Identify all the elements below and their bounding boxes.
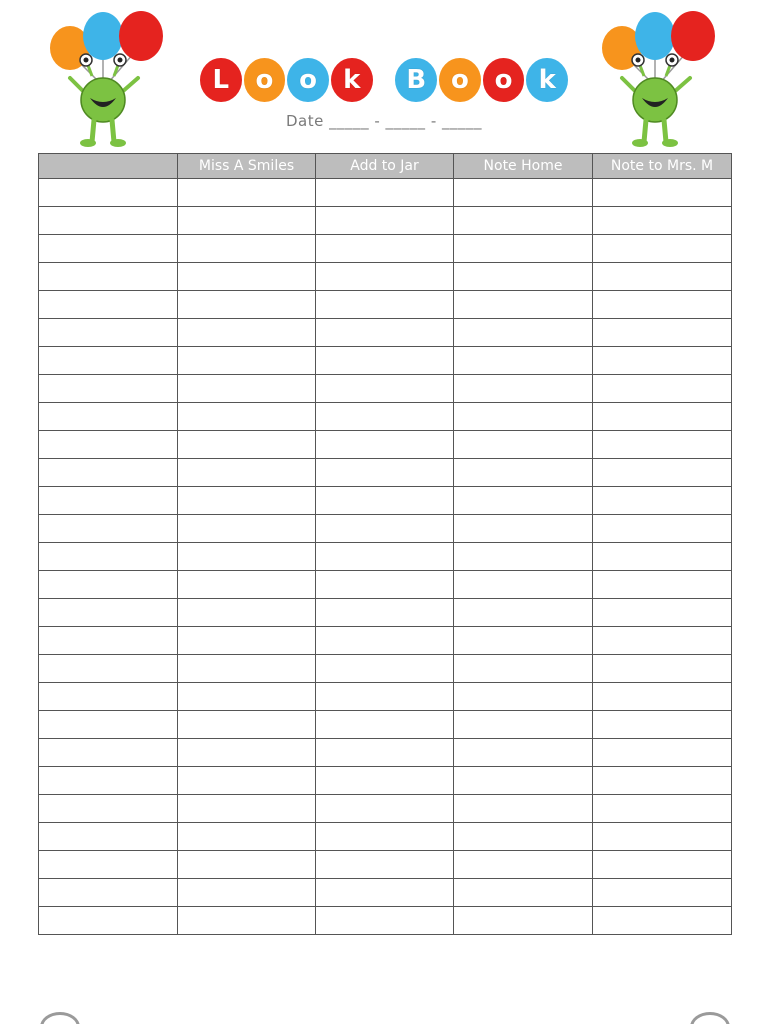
table-cell[interactable] — [178, 207, 316, 235]
table-cell[interactable] — [316, 683, 454, 711]
table-cell[interactable] — [39, 515, 178, 543]
title-letter: L — [200, 58, 242, 102]
table-cell[interactable] — [454, 459, 593, 487]
table-cell[interactable] — [39, 627, 178, 655]
table-cell[interactable] — [39, 599, 178, 627]
table-row — [39, 571, 732, 599]
table-row — [39, 879, 732, 907]
table-row — [39, 655, 732, 683]
table-cell[interactable] — [178, 459, 316, 487]
table-cell[interactable] — [39, 487, 178, 515]
look-book-table — [38, 153, 732, 935]
table-cell[interactable] — [178, 907, 316, 935]
table-cell[interactable] — [316, 823, 454, 851]
table-row — [39, 375, 732, 403]
table-cell[interactable] — [316, 543, 454, 571]
table-row — [39, 403, 732, 431]
table-cell[interactable] — [178, 431, 316, 459]
table-row — [39, 739, 732, 767]
table-cell[interactable] — [178, 319, 316, 347]
table-cell[interactable] — [316, 907, 454, 935]
table-cell[interactable] — [593, 795, 732, 823]
table-cell[interactable] — [454, 655, 593, 683]
column-header-note-home: Note Home — [454, 154, 593, 179]
table-cell[interactable] — [39, 879, 178, 907]
table-row — [39, 291, 732, 319]
table-cell[interactable] — [593, 375, 732, 403]
title-letter: o — [439, 58, 481, 102]
table-cell[interactable] — [316, 319, 454, 347]
table-cell[interactable] — [316, 571, 454, 599]
table-row — [39, 683, 732, 711]
table-cell[interactable] — [178, 683, 316, 711]
table-cell[interactable] — [39, 403, 178, 431]
table-cell[interactable] — [178, 571, 316, 599]
table-cell[interactable] — [593, 207, 732, 235]
table-cell[interactable] — [593, 683, 732, 711]
table-cell[interactable] — [316, 431, 454, 459]
table-cell[interactable] — [178, 823, 316, 851]
table-cell[interactable] — [454, 795, 593, 823]
table-cell[interactable] — [454, 319, 593, 347]
table-cell[interactable] — [593, 879, 732, 907]
table-cell[interactable] — [593, 347, 732, 375]
table-cell[interactable] — [316, 179, 454, 207]
title-letter: o — [483, 58, 525, 102]
table-cell[interactable] — [316, 487, 454, 515]
table-cell[interactable] — [178, 767, 316, 795]
table-cell[interactable] — [593, 599, 732, 627]
table-cell[interactable] — [454, 291, 593, 319]
table-cell[interactable] — [39, 207, 178, 235]
table-cell[interactable] — [593, 907, 732, 935]
table-cell[interactable] — [178, 655, 316, 683]
table-cell[interactable] — [454, 487, 593, 515]
binder-ring-icon — [690, 1012, 730, 1024]
table-cell[interactable] — [454, 179, 593, 207]
table-cell[interactable] — [593, 767, 732, 795]
table-row — [39, 907, 732, 935]
table-cell[interactable] — [454, 431, 593, 459]
date-line: Date _____ - _____ - _____ — [285, 112, 483, 130]
page-title — [200, 52, 568, 108]
table-cell[interactable] — [39, 683, 178, 711]
table-cell[interactable] — [593, 263, 732, 291]
table-cell[interactable] — [593, 403, 732, 431]
table-cell[interactable] — [593, 711, 732, 739]
table-cell[interactable] — [316, 767, 454, 795]
column-header-miss-a-smiles: Miss A Smiles — [178, 154, 316, 179]
table-cell[interactable] — [178, 879, 316, 907]
table-cell[interactable] — [454, 851, 593, 879]
table-cell[interactable] — [39, 739, 178, 767]
table-cell[interactable] — [316, 655, 454, 683]
table-cell[interactable] — [593, 431, 732, 459]
table-cell[interactable] — [178, 795, 316, 823]
table-row — [39, 823, 732, 851]
table-cell[interactable] — [593, 235, 732, 263]
table-cell[interactable] — [316, 263, 454, 291]
table-cell[interactable] — [454, 543, 593, 571]
table-cell[interactable] — [39, 459, 178, 487]
table-row — [39, 851, 732, 879]
table-cell[interactable] — [39, 851, 178, 879]
table-cell[interactable] — [454, 711, 593, 739]
table-row — [39, 599, 732, 627]
title-letter: B — [395, 58, 437, 102]
table-row — [39, 179, 732, 207]
table-cell[interactable] — [454, 235, 593, 263]
table-cell[interactable] — [39, 347, 178, 375]
table-cell[interactable] — [316, 515, 454, 543]
column-header-add-to-jar: Add to Jar — [316, 154, 454, 179]
table-cell[interactable] — [593, 459, 732, 487]
table-cell[interactable] — [39, 767, 178, 795]
table-row — [39, 543, 732, 571]
table-cell[interactable] — [39, 543, 178, 571]
table-cell[interactable] — [454, 375, 593, 403]
table-cell[interactable] — [454, 403, 593, 431]
table-cell[interactable] — [178, 375, 316, 403]
table-cell[interactable] — [454, 515, 593, 543]
table-row — [39, 711, 732, 739]
table-row — [39, 235, 732, 263]
table-cell[interactable] — [593, 319, 732, 347]
table-cell[interactable] — [593, 515, 732, 543]
table-cell[interactable] — [39, 375, 178, 403]
column-header-note-to-mrs-m: Note to Mrs. M — [593, 154, 732, 179]
table-cell[interactable] — [593, 179, 732, 207]
table-cell[interactable] — [178, 711, 316, 739]
table-cell[interactable] — [454, 207, 593, 235]
table-row — [39, 487, 732, 515]
title-letter: o — [287, 58, 329, 102]
table-cell[interactable] — [316, 711, 454, 739]
table-cell[interactable] — [316, 627, 454, 655]
table-row — [39, 431, 732, 459]
table-cell[interactable] — [39, 655, 178, 683]
table-cell[interactable] — [316, 459, 454, 487]
table-cell[interactable] — [178, 543, 316, 571]
table-row — [39, 515, 732, 543]
table-cell[interactable] — [178, 487, 316, 515]
table-cell[interactable] — [454, 599, 593, 627]
table-cell[interactable] — [316, 347, 454, 375]
table-cell[interactable] — [39, 431, 178, 459]
table-cell[interactable] — [454, 879, 593, 907]
table-cell[interactable] — [178, 599, 316, 627]
table-cell[interactable] — [454, 739, 593, 767]
title-letter: o — [244, 58, 286, 102]
table-row — [39, 795, 732, 823]
table-cell[interactable] — [593, 291, 732, 319]
table-cell[interactable] — [454, 627, 593, 655]
table-header-row — [39, 154, 732, 179]
table-cell[interactable] — [454, 907, 593, 935]
table-body — [39, 179, 732, 935]
table-cell[interactable] — [593, 487, 732, 515]
table-cell[interactable] — [593, 739, 732, 767]
table-cell[interactable] — [316, 851, 454, 879]
table-cell[interactable] — [39, 795, 178, 823]
table-cell[interactable] — [454, 347, 593, 375]
table-cell[interactable] — [454, 263, 593, 291]
table-cell[interactable] — [178, 179, 316, 207]
table-cell[interactable] — [593, 627, 732, 655]
table-cell[interactable] — [178, 347, 316, 375]
column-header-name — [39, 154, 178, 179]
table-cell[interactable] — [39, 907, 178, 935]
table-cell[interactable] — [178, 291, 316, 319]
table-cell[interactable] — [178, 627, 316, 655]
table-cell[interactable] — [39, 291, 178, 319]
table-cell[interactable] — [593, 823, 732, 851]
table-row — [39, 459, 732, 487]
table-cell[interactable] — [593, 655, 732, 683]
table-cell[interactable] — [39, 235, 178, 263]
binder-ring-icon — [40, 1012, 80, 1024]
table-cell[interactable] — [178, 263, 316, 291]
table-cell[interactable] — [593, 543, 732, 571]
table-cell[interactable] — [316, 235, 454, 263]
table-cell[interactable] — [178, 515, 316, 543]
table-cell[interactable] — [316, 403, 454, 431]
table-cell[interactable] — [178, 403, 316, 431]
table-cell[interactable] — [454, 683, 593, 711]
table-cell[interactable] — [593, 851, 732, 879]
table-cell[interactable] — [39, 263, 178, 291]
table-row — [39, 347, 732, 375]
table-cell[interactable] — [39, 319, 178, 347]
table-cell[interactable] — [316, 795, 454, 823]
table-cell[interactable] — [316, 599, 454, 627]
table-cell[interactable] — [454, 571, 593, 599]
table-cell[interactable] — [178, 851, 316, 879]
table-cell[interactable] — [178, 739, 316, 767]
table-row — [39, 319, 732, 347]
table-cell[interactable] — [316, 739, 454, 767]
table-cell[interactable] — [316, 207, 454, 235]
table-cell[interactable] — [593, 571, 732, 599]
title-letter: k — [526, 58, 568, 102]
table-cell[interactable] — [316, 879, 454, 907]
table-row — [39, 767, 732, 795]
table-cell[interactable] — [316, 291, 454, 319]
table-cell[interactable] — [454, 823, 593, 851]
table-cell[interactable] — [39, 179, 178, 207]
table-cell[interactable] — [39, 571, 178, 599]
table-cell[interactable] — [39, 823, 178, 851]
table-cell[interactable] — [39, 711, 178, 739]
table-cell[interactable] — [316, 375, 454, 403]
table-cell[interactable] — [454, 767, 593, 795]
table-row — [39, 207, 732, 235]
table-cell[interactable] — [178, 235, 316, 263]
title-letter: k — [331, 58, 373, 102]
table-row — [39, 263, 732, 291]
table-row — [39, 627, 732, 655]
